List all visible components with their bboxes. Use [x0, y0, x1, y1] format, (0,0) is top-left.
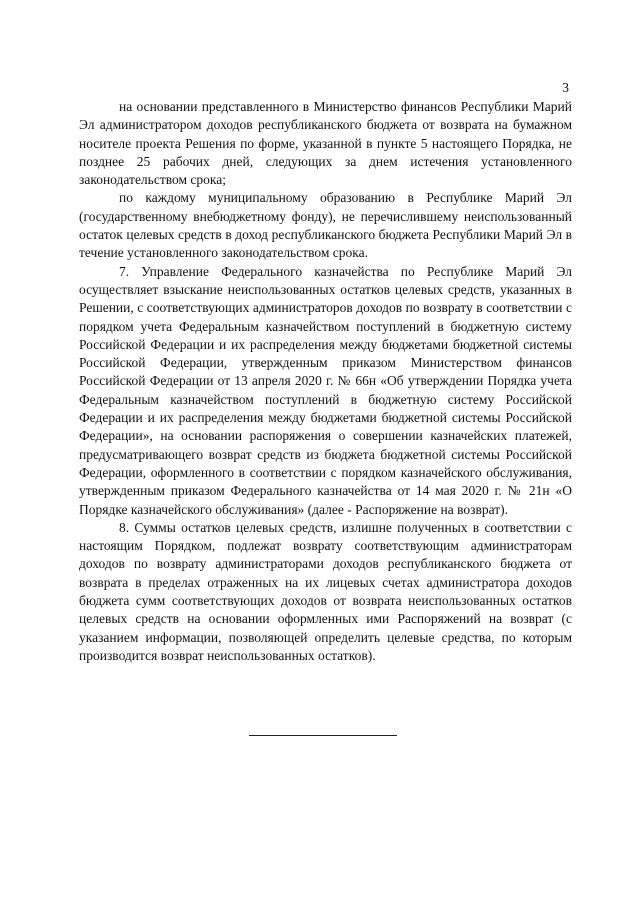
page-number: 3 — [562, 80, 569, 95]
paragraph-grounds-municipality: по каждому муниципальному образованию в Республике Марий Эл (государственному внебюджетному фонду), не перечислившему неиспользованный остаток целевых средств в доход республиканского бюджета Республики Марий Эл в течение установленного законодательством срока. — [79, 190, 572, 261]
document-body — [79, 98, 572, 665]
paragraph-item-8: 8. Суммы остатков целевых средств, излишне полученных в соответствии с настоящим Порядком, подлежат возврату соответствующим администраторам доходов по возврату администраторами доходов республиканского бюджета от возврата в пределах отраженных на их лицевых счетах администратора доходов бюджета сумм соответствующих доходов от возврата неиспользованных остатков целевых средств на основании оформленных ими Распоряжений на возврат (с указанием информации, позволяющей определить целевые средства, по которым производится возврат неиспользованных остатков). — [79, 519, 572, 663]
paragraph-grounds-ministry: на основании представленного в Министерство финансов Республики Марий Эл администратором доходов республиканского бюджета от возврата на бумажном носителе проекта Решения по форме, указанной в пункте 5 настоящего Порядка, не позднее 25 рабочих дней, следующих за днем истечения установленного законодательством срока; — [79, 99, 572, 188]
end-of-document-rule — [249, 735, 397, 736]
paragraph-item-7: 7. Управление Федерального казначейства по Республике Марий Эл осуществляет взыскание неиспользованных остатков целевых средств, указанных в Решении, с соответствующих администраторов доходов по возврату в соответствии с порядком учета Федеральным казначейством поступлений в бюджетную систему Российской Федерации и их распределения между бюджетами бюджетной системы Российской Федерации, утвержденным приказом Министерством финансов Российской Федерации от 13 апреля 2020 г. № 66н «Об утверждении Порядка учета Федеральным казначейством поступлений в бюджетную систему Российской Федерации и их распределения между бюджетами бюджетной системы Российской Федерации», на основании распоряжения о совершении казначейских платежей, предусматривающего возврат средств из бюджета бюджетной системы Российской Федерации, оформленного в соответствии с порядком казначейского обслуживания, утвержденным приказом Федерального казначейства от 14 мая 2020 г. № 21н «О Порядке казначейского обслуживания» (далее - Распоряжение на возврат). — [79, 263, 572, 517]
